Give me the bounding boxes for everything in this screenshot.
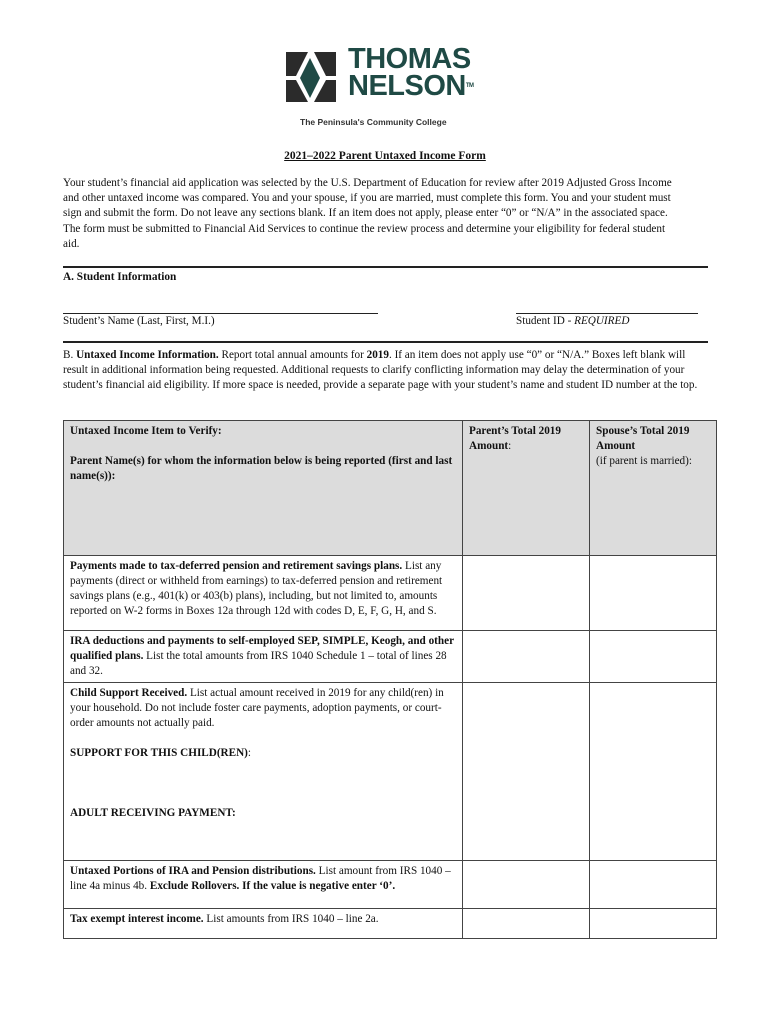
section-b-prefix: B. bbox=[63, 349, 77, 361]
row-ira-distributions-text: List amount from IRS 1040 – line 4a minus 4b. bbox=[70, 865, 451, 892]
row-child-support-adult-label: ADULT RECEIVING PAYMENT: bbox=[70, 807, 236, 819]
college-logo bbox=[286, 43, 486, 128]
row-ira-deductions-title: IRA deductions and payments to self-employed SEP, SIMPLE, Keogh, and other qualified plans. bbox=[70, 635, 454, 662]
row-tax-exempt-title: Tax exempt interest income. bbox=[70, 913, 204, 925]
row-pension-parent-amount[interactable] bbox=[463, 556, 590, 631]
table-row bbox=[64, 556, 717, 631]
form-title: 2021–2022 Parent Untaxed Income Form bbox=[284, 150, 486, 162]
header-parent-names-label: Parent Name(s) for whom the information below is being reported (first and last name(s)): bbox=[70, 455, 453, 482]
student-id-label-prefix: Student ID - bbox=[516, 315, 575, 327]
section-b-year: 2019 bbox=[366, 349, 389, 361]
section-b-text2: . If an item does not apply use “0” or “N/A.” Boxes left blank will result in additional information being requested. Additional requests to clarify conflicting information may delay the determination of your student’s financial aid eligibility. If more space is needed, provide a separate page with your student’s name and student ID number at the top. bbox=[63, 349, 698, 392]
logo-trademark: TM bbox=[465, 83, 474, 89]
section-divider-b bbox=[63, 341, 708, 343]
table-row bbox=[64, 683, 717, 861]
row-tax-exempt-text: List amounts from IRS 1040 – line 2a. bbox=[203, 913, 379, 925]
logo-tagline: The Peninsula's Community College bbox=[300, 117, 447, 127]
row-tax-exempt-description bbox=[64, 909, 463, 939]
row-pension-title: Payments made to tax-deferred pension and retirement savings plans. bbox=[70, 560, 403, 572]
student-id-required: REQUIRED bbox=[574, 315, 630, 327]
row-child-support-children-label: SUPPORT FOR THIS CHILD(REN) bbox=[70, 747, 248, 759]
row-child-support-children-colon: : bbox=[247, 747, 252, 759]
row-child-support-text: List actual amount received in 2019 for any child(ren) in your household. Do not include foster care payments, adoption payments, or court-order amounts not actually paid. bbox=[70, 687, 444, 729]
header-item-label: Untaxed Income Item to Verify: bbox=[70, 425, 222, 437]
table-row bbox=[64, 909, 717, 939]
row-child-support-description bbox=[64, 683, 463, 861]
row-child-support-spouse-amount[interactable] bbox=[590, 683, 717, 861]
section-a-heading: A. Student Information bbox=[63, 271, 177, 283]
section-b-paragraph bbox=[63, 348, 708, 394]
row-tax-exempt-parent-amount[interactable] bbox=[463, 909, 590, 939]
section-divider bbox=[63, 266, 708, 268]
untaxed-income-table bbox=[63, 420, 717, 939]
row-pension-description bbox=[64, 556, 463, 631]
row-ira-deductions-description bbox=[64, 631, 463, 683]
row-ira-distributions-title: Untaxed Portions of IRA and Pension distributions. bbox=[70, 865, 316, 877]
row-ira-distributions-note: Exclude Rollovers. If the value is negative enter ‘0’. bbox=[149, 880, 396, 892]
logo-mark-icon bbox=[286, 52, 336, 102]
table-row bbox=[64, 861, 717, 909]
student-name-line[interactable] bbox=[63, 313, 378, 314]
row-ira-distributions-spouse-amount[interactable] bbox=[590, 861, 717, 909]
header-parent-amount-cell bbox=[463, 421, 590, 556]
table-row bbox=[64, 631, 717, 683]
row-tax-exempt-spouse-amount[interactable] bbox=[590, 909, 717, 939]
header-parent-amount-label: Parent’s Total 2019 Amount bbox=[469, 425, 561, 452]
header-parent-amount-colon: : bbox=[508, 440, 512, 452]
row-ira-deductions-parent-amount[interactable] bbox=[463, 631, 590, 683]
header-item-cell bbox=[64, 421, 463, 556]
header-spouse-amount-label: Spouse’s Total 2019 Amount bbox=[596, 425, 690, 452]
row-pension-text: List any payments (direct or withheld from earnings) to tax-deferred pension and retirement savings plans (e.g., 401(k) or 403(b) plans), including, but not limited to, amounts reported on W-2 forms in Boxes 12a through 12d with codes D, E, F, G, H, and S. bbox=[70, 560, 443, 617]
row-pension-spouse-amount[interactable] bbox=[590, 556, 717, 631]
header-spouse-amount-note: (if parent is married): bbox=[596, 455, 692, 467]
row-child-support-parent-amount[interactable] bbox=[463, 683, 590, 861]
row-ira-distributions-description bbox=[64, 861, 463, 909]
row-ira-deductions-text: List the total amounts from IRS 1040 Schedule 1 – total of lines 28 and 32. bbox=[70, 650, 447, 677]
student-id-line[interactable] bbox=[516, 313, 698, 314]
table-header-row bbox=[64, 421, 717, 556]
section-b-text1: Report total annual amounts for bbox=[218, 349, 367, 361]
header-spouse-amount-cell bbox=[590, 421, 717, 556]
student-name-label: Student’s Name (Last, First, M.I.) bbox=[63, 315, 215, 327]
row-child-support-title: Child Support Received. bbox=[70, 687, 188, 699]
student-id-label bbox=[516, 315, 629, 327]
logo-wordmark bbox=[348, 43, 474, 102]
logo-name-line1: THOMAS bbox=[348, 43, 471, 75]
row-ira-deductions-spouse-amount[interactable] bbox=[590, 631, 717, 683]
intro-paragraph: Your student’s financial aid application was selected by the U.S. Department of Education for review after 2019 Adjusted Gross Income and other untaxed income was compared. You and your spouse, if you are married, must complete this form. You and your student must sign and submit the form. Do not leave any sections blank. If an item does not apply, please enter “0” or “N/A” in the associated space. The form must be submitted to Financial Aid Services to continue the review process and determine your eligibility for federal student aid. bbox=[63, 177, 672, 250]
row-ira-distributions-parent-amount[interactable] bbox=[463, 861, 590, 909]
logo-name-line2: NELSON bbox=[348, 70, 466, 102]
section-b-heading: Untaxed Income Information. bbox=[76, 349, 219, 361]
